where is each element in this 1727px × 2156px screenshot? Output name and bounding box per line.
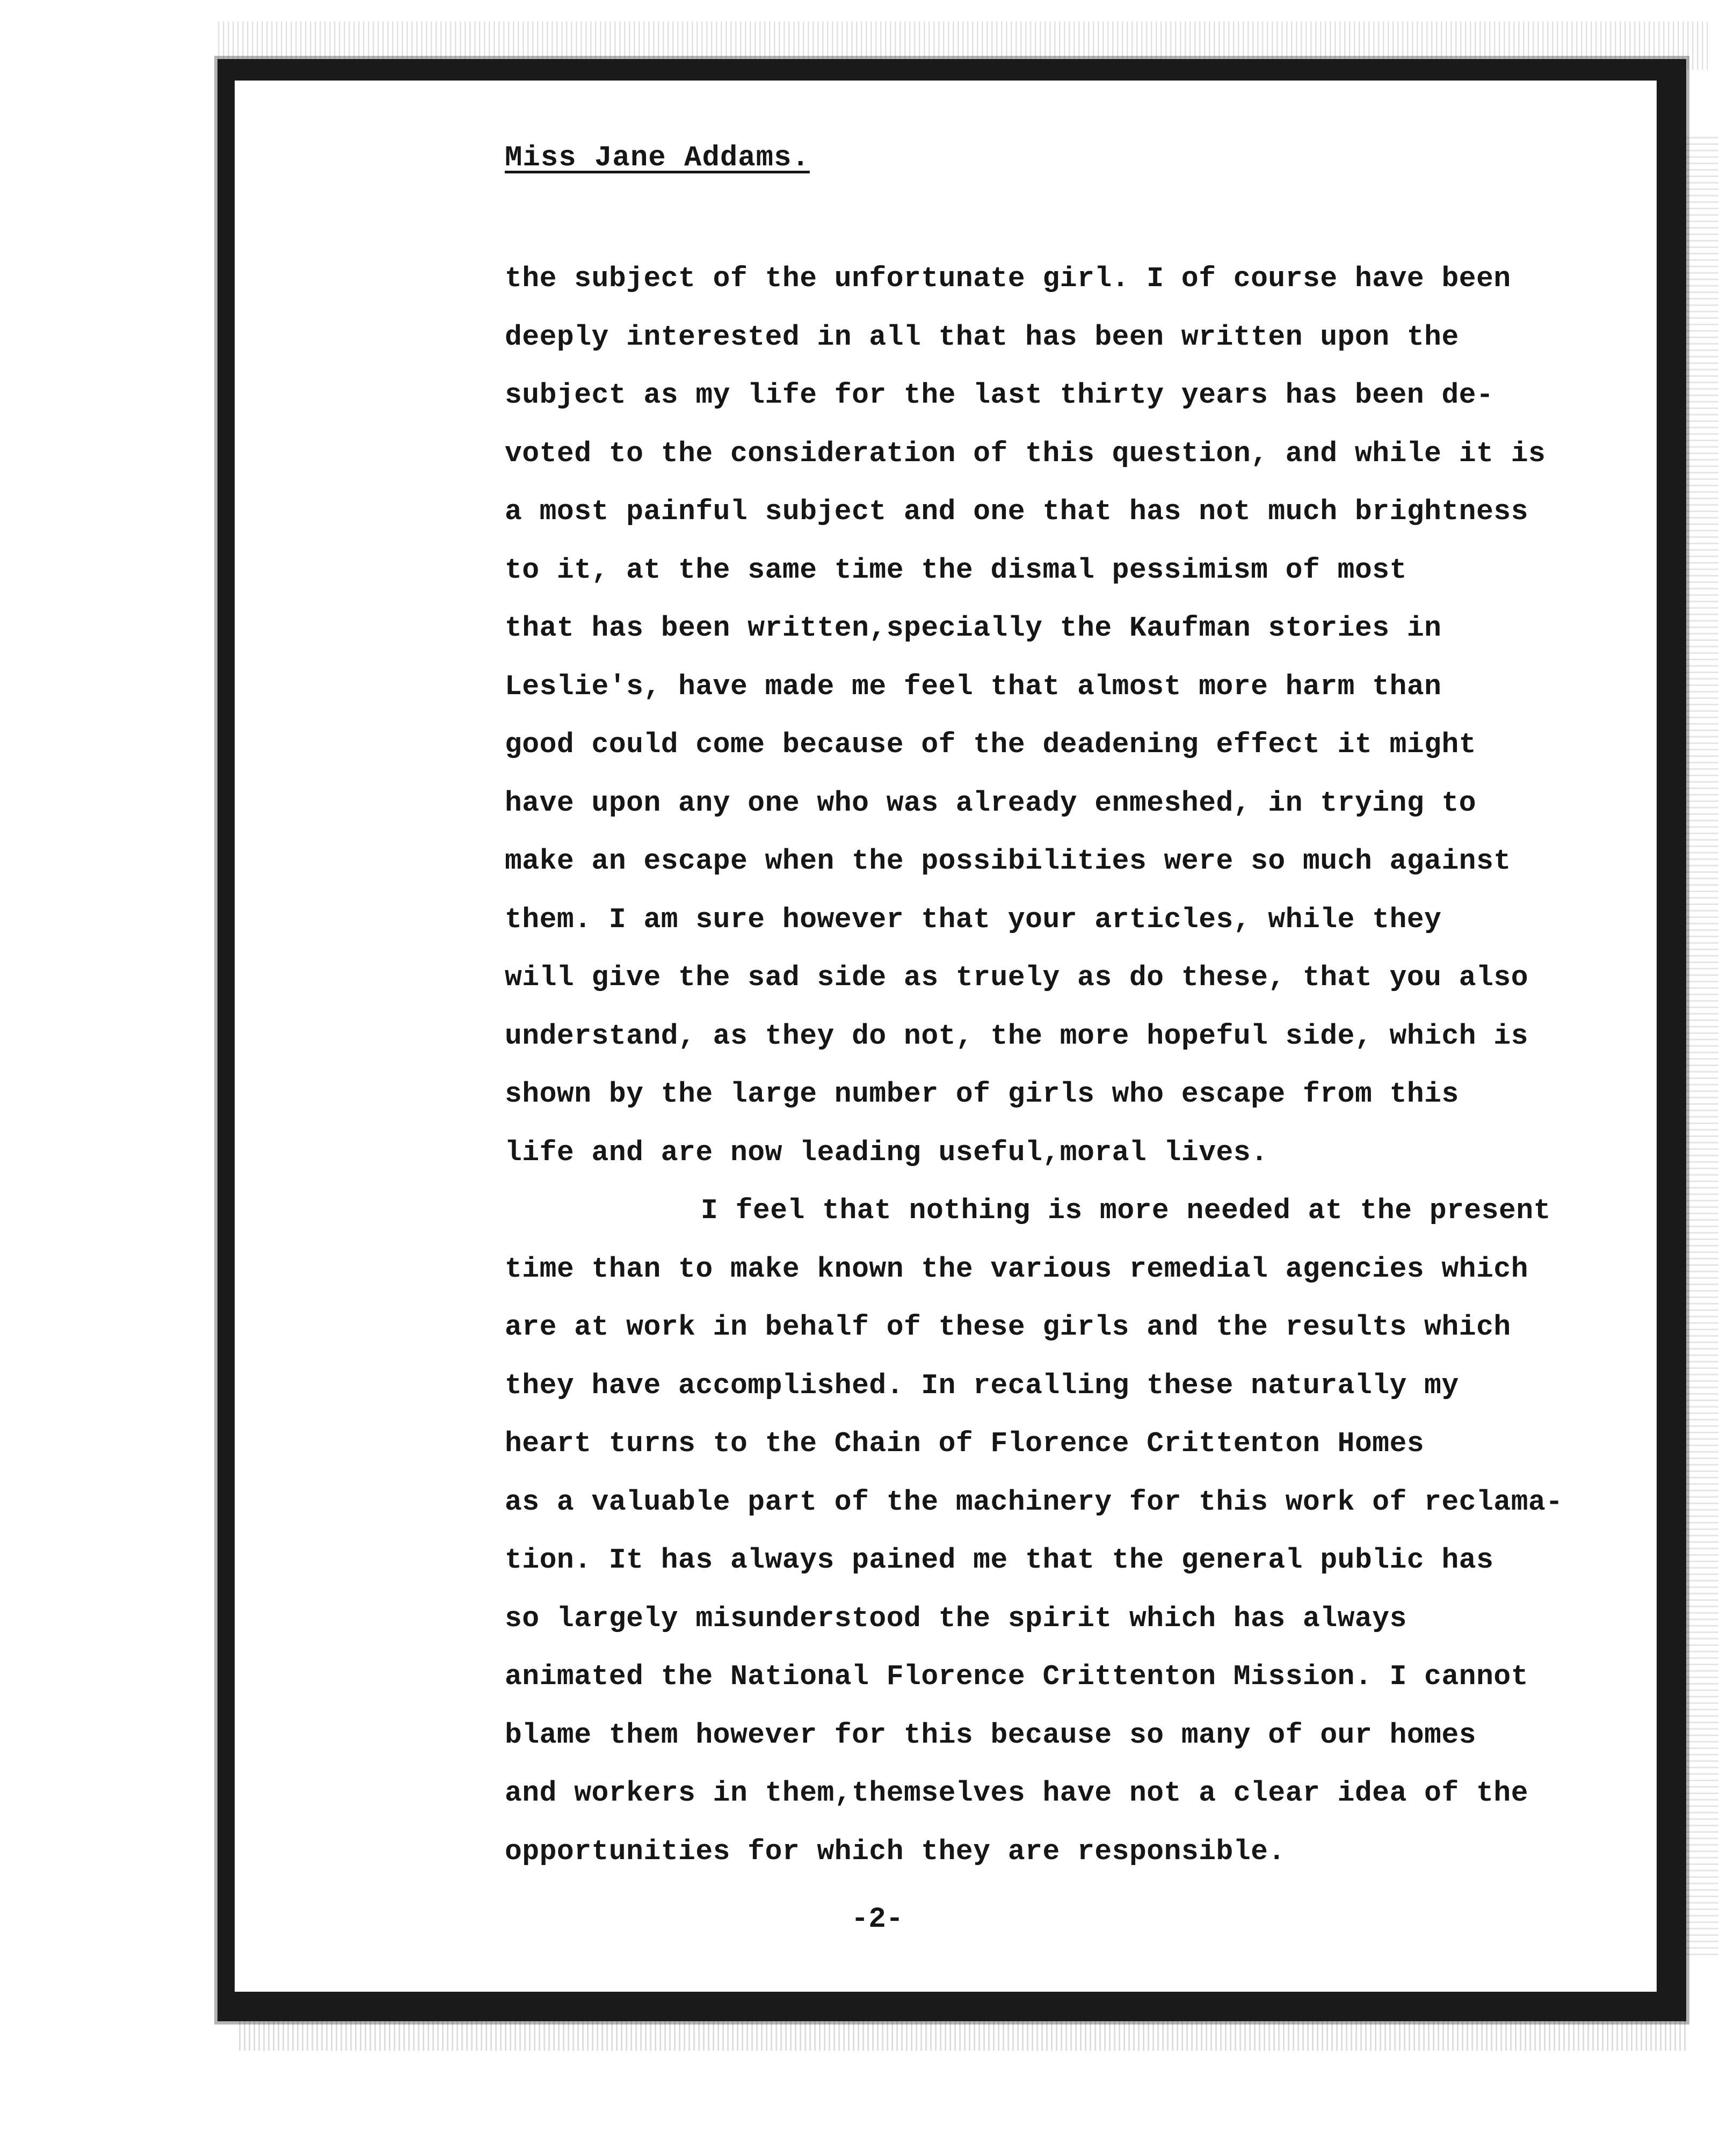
text-line: so largely misunderstood the spirit which has always: [505, 1602, 1407, 1635]
text-line: voted to the consideration of this question, and while it is: [505, 437, 1546, 470]
text-line: subject as my life for the last thirty years has been de-: [505, 379, 1494, 411]
text-line: opportunities for which they are responsible.: [505, 1835, 1286, 1868]
page-number: -2-: [851, 1903, 904, 1936]
text-line: the subject of the unfortunate girl. I of course have been: [505, 263, 1511, 295]
paragraph: [505, 250, 1611, 1182]
text-line: as a valuable part of the machinery for this work of reclama-: [505, 1485, 1563, 1518]
text-line: that has been written,specially the Kaufman stories in: [505, 612, 1442, 644]
text-line: time than to make known the various remedial agencies which: [505, 1252, 1529, 1285]
text-line: I feel that nothing is more needed at the present: [701, 1194, 1551, 1227]
text-line: animated the National Florence Crittenton Mission. I cannot: [505, 1660, 1529, 1693]
text-line: Leslie's, have made me feel that almost more harm than: [505, 670, 1442, 703]
text-line: blame them however for this because so many of our homes: [505, 1718, 1477, 1751]
text-line: have upon any one who was already enmeshed, in trying to: [505, 786, 1477, 819]
scan-noise-bottom: [236, 2019, 1686, 2051]
letter-paragraphs: [505, 250, 1611, 1881]
text-line: make an escape when the possibilities were so much against: [505, 845, 1511, 877]
scan-noise-right: [1686, 134, 1718, 1960]
text-line: a most painful subject and one that has not much brightness: [505, 496, 1529, 528]
text-line: life and are now leading useful,moral lives.: [505, 1136, 1268, 1169]
text-line: tion. It has always pained me that the general public has: [505, 1544, 1494, 1576]
text-line: them. I am sure however that your articles, while they: [505, 903, 1442, 936]
text-line: to it, at the same time the dismal pessimism of most: [505, 553, 1407, 586]
text-line: will give the sad side as truely as do these, that you also: [505, 962, 1529, 994]
text-line: shown by the large number of girls who escape from this: [505, 1078, 1459, 1110]
text-line: they have accomplished. In recalling these naturally my: [505, 1369, 1459, 1402]
text-line: are at work in behalf of these girls and the results which: [505, 1311, 1511, 1343]
addressee-heading: Miss Jane Addams.: [505, 142, 810, 174]
text-line: good could come because of the deadening effect it might: [505, 729, 1477, 761]
text-line: deeply interested in all that has been written upon the: [505, 321, 1459, 353]
paragraph: [505, 1182, 1611, 1881]
text-line: heart turns to the Chain of Florence Crittenton Homes: [505, 1427, 1425, 1460]
letter-body: [505, 137, 1611, 1881]
text-line: understand, as they do not, the more hopeful side, which is: [505, 1019, 1529, 1052]
text-line: and workers in them,themselves have not a clear idea of the: [505, 1777, 1529, 1809]
